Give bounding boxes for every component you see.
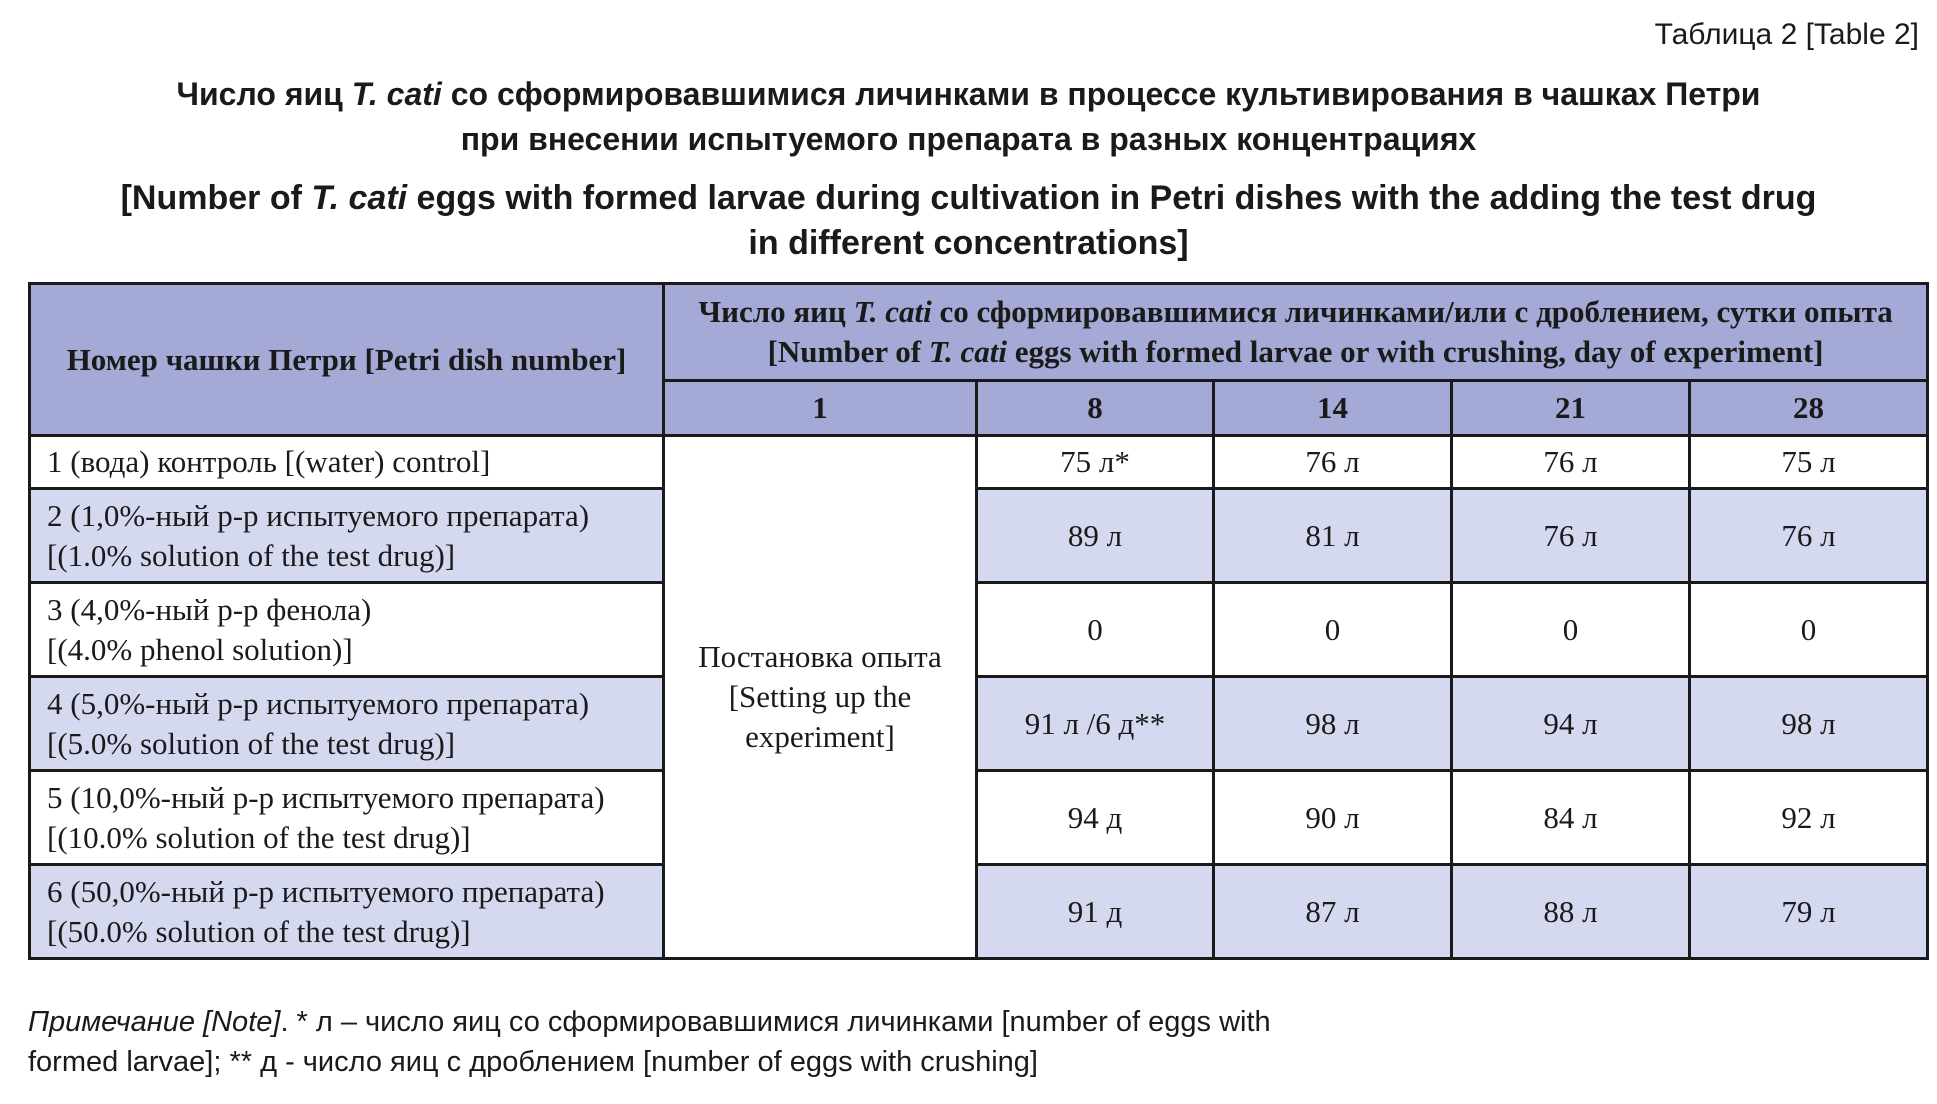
value-cell: 79 л [1690,865,1928,959]
row-label-line-1: 6 (50,0%-ный р-р испытуемого препарата) [47,873,605,909]
value-cell: 94 л [1452,677,1690,771]
header-days-title [664,284,1928,381]
note-heading: Примечание [Note] [28,1006,281,1038]
row-label-line-1: 5 (10,0%-ный р-р испытуемого препарата) [47,779,605,815]
title-russian [0,72,1937,162]
row-label-line-2: [(50.0% solution of the test drug)] [47,913,471,949]
setup-text-line-1: Постановка опыта [698,639,942,674]
header-days-text: со сформировавшимися личинками/или с дроблением, сутки опыта [Number of [767,294,1893,369]
row-label-line-1: 1 (вода) контроль [(water) control] [47,444,491,479]
value-cell: 84 л [1452,771,1690,865]
header-day-21: 21 [1452,381,1690,436]
value-cell: 76 л [1214,436,1452,489]
value-cell: 90 л [1214,771,1452,865]
value-cell: 76 л [1452,436,1690,489]
row-label-line-2: [(4.0% phenol solution)] [47,631,353,667]
setup-text-line-2: [Setting up the [728,679,912,714]
value-cell: 91 д [977,865,1214,959]
table-number-label: Таблица 2 [Table 2] [1654,18,1919,51]
note-line-2: formed larvae]; ** д - число яиц с дроблением [number of eggs with crushing] [28,1046,1038,1078]
row-label [30,865,664,959]
table-row [30,489,1928,583]
value-cell: 75 л* [977,436,1214,489]
header-day-14: 14 [1214,381,1452,436]
title-en-line-1 [0,176,1937,221]
value-cell: 92 л [1690,771,1928,865]
value-cell: 94 д [977,771,1214,865]
row-label-line-1: 2 (1,0%-ный р-р испытуемого препарата) [47,497,590,533]
value-cell: 75 л [1690,436,1928,489]
title-en-line-2: in different concentrations] [748,224,1189,262]
table-footnote [28,1002,1271,1082]
table-row [30,677,1928,771]
setup-text-line-3: experiment] [745,719,895,754]
title-ru-text: со сформировавшимися личинками в процессе культивирования в чашках Петри [441,76,1761,112]
title-en-text: eggs with formed larvae during cultivation in Petri dishes with the adding the test drug [407,179,1817,217]
value-cell: 76 л [1452,489,1690,583]
row-label [30,583,664,677]
header-day-28: 28 [1690,381,1928,436]
header-row-1 [30,284,1928,381]
setup-cell [664,436,977,959]
value-cell: 89 л [977,489,1214,583]
header-dish-number: Номер чашки Петри [Petri dish number] [30,284,664,436]
row-label-line-1: 4 (5,0%-ный р-р испытуемого препарата) [47,685,590,721]
value-cell: 0 [977,583,1214,677]
table-title [0,72,1937,266]
row-label-line-2: [(1.0% solution of the test drug)] [47,537,456,573]
value-cell: 88 л [1452,865,1690,959]
header-day-1: 1 [664,381,977,436]
value-cell: 76 л [1690,489,1928,583]
value-cell: 0 [1452,583,1690,677]
row-label-line-2: [(5.0% solution of the test drug)] [47,725,456,761]
value-cell: 0 [1214,583,1452,677]
header-days-text: Число яиц [698,294,854,329]
row-label [30,489,664,583]
value-cell: 98 л [1214,677,1452,771]
header-days-species: T. cati [853,294,932,329]
title-en-text: [Number of [120,179,312,217]
value-cell: 87 л [1214,865,1452,959]
title-ru-line-2: при внесении испытуемого препарата в разных концентрациях [460,121,1477,157]
value-cell: 91 л /6 д** [977,677,1214,771]
results-table [28,282,1929,960]
title-ru-line-1 [0,72,1937,117]
value-cell: 81 л [1214,489,1452,583]
value-cell: 0 [1690,583,1928,677]
row-label-line-2: [(10.0% solution of the test drug)] [47,819,471,855]
value-cell: 98 л [1690,677,1928,771]
row-label-line-1: 3 (4,0%-ный р-р фенола) [47,591,372,627]
header-day-8: 8 [977,381,1214,436]
title-english [0,176,1937,266]
header-days-species: T. cati [928,334,1007,369]
table-row [30,583,1928,677]
table-row [30,771,1928,865]
title-en-species: T. cati [311,179,408,217]
table-row [30,865,1928,959]
table-row [30,436,1928,489]
note-line-1 [28,1002,1271,1042]
row-label [30,677,664,771]
header-days-text: eggs with formed larvae or with crushing, day of experiment] [1006,334,1824,369]
title-ru-species: T. cati [351,76,442,112]
title-ru-text: Число яиц [176,76,352,112]
row-label [30,436,664,489]
row-label [30,771,664,865]
note-text: . * л – число яиц со сформировавшимися личинками [number of eggs with [280,1006,1271,1038]
